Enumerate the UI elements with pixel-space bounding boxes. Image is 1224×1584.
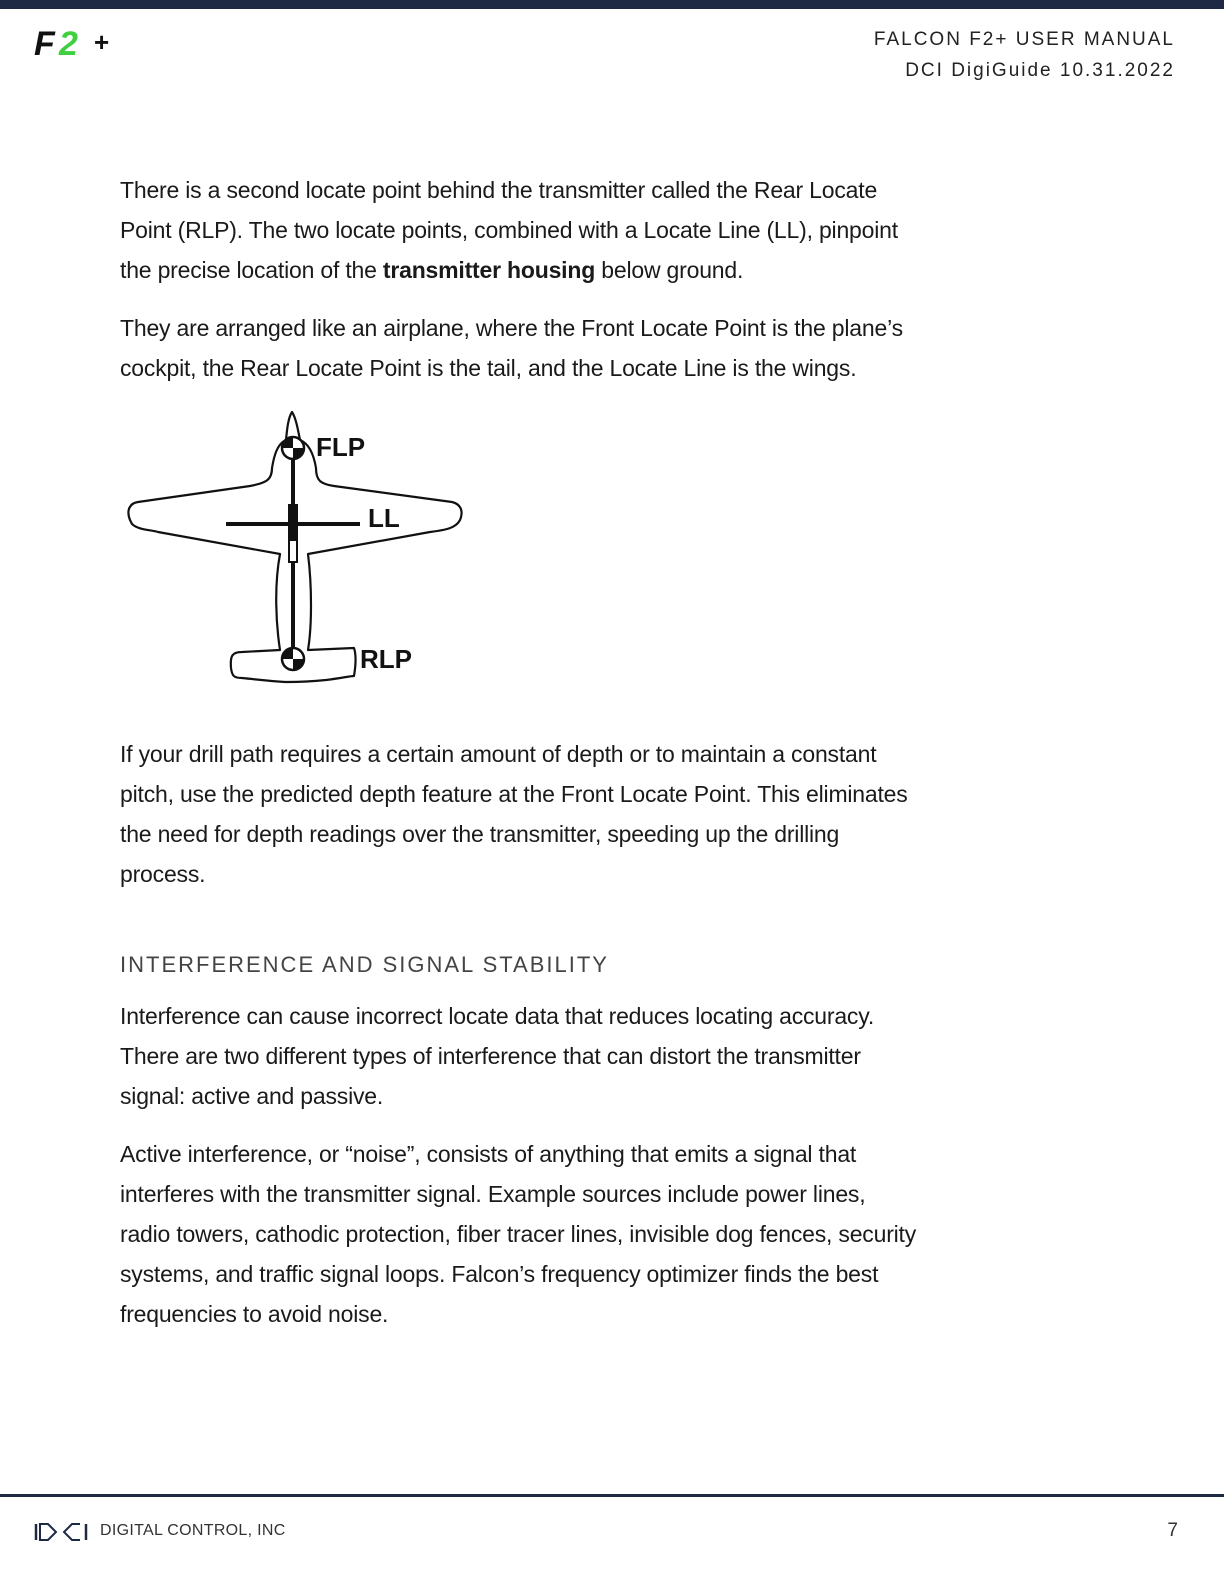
svg-text:+: + [94,27,110,57]
footer-divider [0,1494,1224,1497]
f2-plus-logo [32,24,127,60]
svg-text:2: 2 [59,25,78,60]
airplane-locate-diagram [120,406,480,696]
flp-label: FLP [316,432,366,462]
paragraph-active-interference: Active interference, or “noise”, consists of anything that emits a signal that interferes with the transmitter signal. Example sources include power lines, radio towers, cathodic protection, fiber tracer lines, invisible dog fences, security systems, and traffic signal loops. Falcon’s frequency optimizer finds the best frequencies to avoid noise. [120,1141,917,1327]
footer-company-name: DIGITAL CONTROL, INC [100,1522,286,1539]
page-number: 7 [1167,1520,1178,1541]
ll-label: LL [368,503,400,533]
section-heading-interference: INTERFERENCE AND SIGNAL STABILITY [120,952,609,977]
flp-target-icon [282,437,304,459]
manual-title: FALCON F2+ USER MANUAL [873,29,1175,50]
top-accent-bar [0,0,1224,9]
rlp-label: RLP [360,644,412,674]
svg-text:F: F [34,25,55,60]
dci-logo-icon [34,1522,90,1542]
rlp-target-icon [282,648,304,670]
paragraph-interference-types: Interference can cause incorrect locate data that reduces locating accuracy. There are two different types of interference that can distort the transmitter signal: active and passive. [120,1003,875,1109]
paragraph-predicted-depth: If your drill path requires a certain amount of depth or to maintain a constant pitch, use the predicted depth feature at the Front Locate Point. This eliminates the need for depth readings over the transmitter, speeding up the drilling process. [120,741,908,887]
paragraph-airplane-analogy: They are arranged like an airplane, where the Front Locate Point is the plane’s cockpit, the Rear Locate Point is the tail, and the Locate Line is the wings. [120,315,903,381]
document-header [874,24,1175,86]
guide-date: DCI DigiGuide 10.31.2022 [905,60,1175,81]
transmitter-tail [289,540,297,562]
page-content [120,170,920,1352]
transmitter-housing-term: transmitter housing [382,257,596,283]
paragraph-locate-points: There is a second locate point behind the transmitter called the Rear Locate Point (RLP). The two locate points, combined with a Locate Line (LL), pinpoint the precise location of the transmitter housing below ground. [120,177,898,283]
